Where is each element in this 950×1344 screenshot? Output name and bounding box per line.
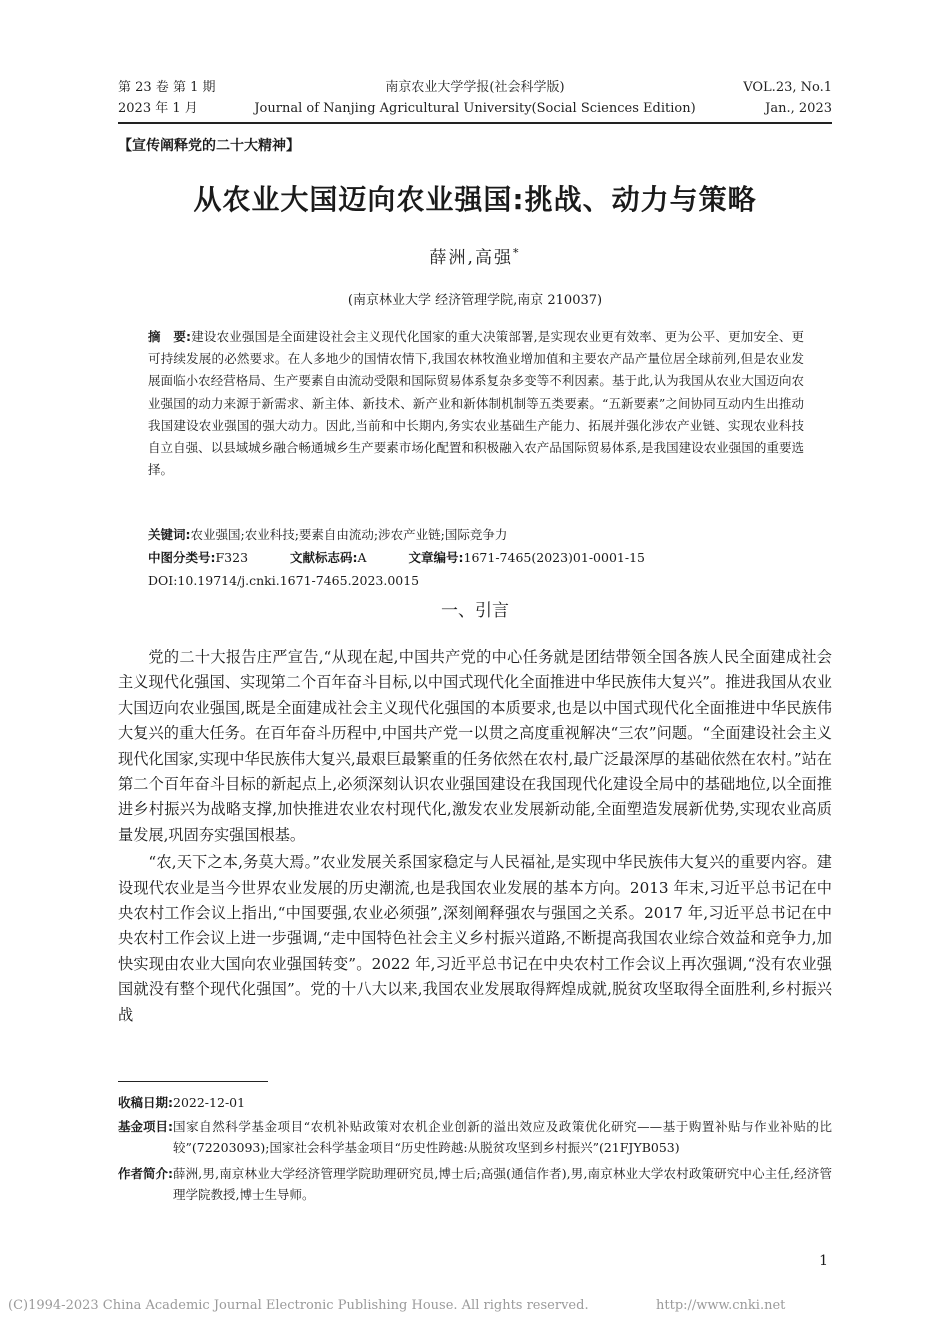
header-volume-issue-en: VOL.23, No.1	[743, 80, 832, 95]
abstract-label: 摘 要:	[148, 329, 192, 344]
keywords	[148, 524, 507, 545]
article-number-value: 1671-7465(2023)01-0001-15	[463, 550, 645, 565]
header-date-en: Jan., 2023	[765, 101, 832, 116]
copyright-footer: (C)1994-2023 China Academic Journal Electronic Publishing House. All rights reserved.	[8, 1298, 589, 1313]
fund-label: 基金项目:	[118, 1118, 173, 1134]
section-heading: 一、引言	[441, 601, 509, 621]
affiliation: (南京林业大学 经济管理学院,南京 210037)	[347, 293, 603, 308]
footnote-rule	[118, 1081, 268, 1082]
abstract-text: 建设农业强国是全面建设社会主义现代化国家的重大决策部署,是实现农业更有效率、更为公平、更加安全、更可持续发展的必然要求。在人多地少的国情农情下,我国农林牧渔业增加值和主要农产品产量位居全球前列,但是农业发展面临小农经营格局、生产要素自由流动受限和国际贸易体系复杂多变等不利因素。基于此,认为我国从农业大国迈向农业强国的动力来源于新需求、新主体、新技术、新产业和新体制机制等五类要素。“五新要素”之间协同互动内生出推动我国建设农业强国的强大动力。因此,当前和中长期内,务实农业基础生产能力、拓展并强化涉农产业链、实现农业科技自立自强、以县域城乡融合畅通城乡生产要素市场化配置和积极融入农产品国际贸易体系,是我国建设农业强国的重要选择。	[148, 329, 805, 478]
corresponding-author-mark: *	[512, 246, 521, 260]
cnki-url[interactable]: http://www.cnki.net	[656, 1298, 786, 1313]
abstract	[148, 326, 804, 481]
author-line	[0, 243, 950, 268]
clc-label: 中图分类号:	[148, 550, 216, 565]
body-text	[118, 645, 832, 1028]
authors: 薛洲,高强	[429, 248, 513, 268]
keywords-text: 农业强国;农业科技;要素自由流动;涉农产业链;国际竞争力	[190, 527, 508, 542]
page-number: 1	[819, 1253, 828, 1269]
doc-code-label: 文献标志码:	[290, 550, 358, 565]
article-title: 从农业大国迈向农业强国:挑战、动力与策略	[193, 183, 757, 216]
received-date: 2022-12-01	[173, 1095, 246, 1110]
header-rule	[118, 122, 832, 124]
paragraph: “农,天下之本,务莫大焉。”农业发展关系国家稳定与人民福祉,是实现中华民族伟大复兴的重要内容。建设现代农业是当今世界农业发展的历史潮流,也是我国农业发展的基本方向。2013 年末,习近平总书记在中央农村工作会议上指出,“中国要强,农业必须强”,深刻阐释强农与强国之关系。2017 年,习近平总书记在中央农村工作会议上进一步强调,“走中国特色社会主义乡村振兴道路,不断提高我国农业综合效益和竞争力,加快实现由农业大国向农业强国转变”。2022 年,习近平总书记在中央农村工作会议上再次强调,“没有农业强国就没有整个现代化强国”。党的十八大以来,我国农业发展取得辉煌成就,脱贫攻坚取得全面胜利,乡村振兴战	[118, 853, 832, 1024]
fund-text: 国家自然科学基金项目“农机补贴政策对农机企业创新的溢出效应及政策优化研究——基于购置补贴与作业补贴的比较”(72203093);国家社会科学基金项目“历史性跨越:从脱贫攻坚到乡村振兴”(21FJYB053)	[173, 1118, 832, 1155]
doc-code-value: A	[357, 550, 367, 565]
paragraph: 党的二十大报告庄严宣告,“从现在起,中国共产党的中心任务就是团结带领全国各族人民全面建成社会主义现代化强国、实现第二个百年奋斗目标,以中国式现代化全面推进中华民族伟大复兴”。推进我国从农业大国迈向农业强国,既是全面建成社会主义现代化强国的本质要求,也是以中国式现代化全面推进中华民族伟大复兴的重大任务。在百年奋斗历程中,中国共产党一以贯之高度重视解决“三农”问题。“全面建设社会主义现代化国家,实现中华民族伟大复兴,最艰巨最繁重的任务依然在农村,最广泛最深厚的基础依然在农村。”站在第二个百年奋斗目标的新起点上,必须深刻认识农业强国建设在我国现代化建设全局中的基础地位,以全面推进乡村振兴为战略支撑,加快推进农业农村现代化,激发农业发展新动能,全面塑造发展新优势,实现农业高质量发展,巩固夯实强国根基。	[118, 648, 832, 844]
article-number-label: 文章编号:	[408, 550, 464, 565]
header-journal-en: Journal of Nanjing Agricultural University(Social Sciences Edition)	[254, 101, 696, 116]
author-bio-text: 薛洲,男,南京林业大学经济管理学院助理研究员,博士后;高强(通信作者),男,南京林业大学农村政策研究中心主任,经济管理学院教授,博士生导师。	[173, 1165, 832, 1202]
received-date-row	[118, 1092, 832, 1114]
author-bio-label: 作者简介:	[118, 1165, 173, 1181]
fund-row	[118, 1116, 832, 1159]
doi: DOI:10.19714/j.cnki.1671-7465.2023.0015	[148, 573, 420, 588]
received-label: 收稿日期:	[118, 1095, 173, 1110]
header-journal-cn: 南京农业大学学报(社会科学版)	[385, 80, 565, 95]
clc-value: F323	[215, 550, 249, 565]
header-volume-issue: 第 23 卷 第 1 期	[118, 80, 216, 95]
author-bio-row	[118, 1163, 832, 1206]
keywords-label: 关键词:	[148, 527, 191, 542]
section-tag: 【宣传阐释党的二十大精神】	[118, 138, 300, 154]
classification-line	[148, 547, 645, 568]
footnotes	[118, 1092, 832, 1206]
header-date: 2023 年 1 月	[118, 101, 198, 116]
